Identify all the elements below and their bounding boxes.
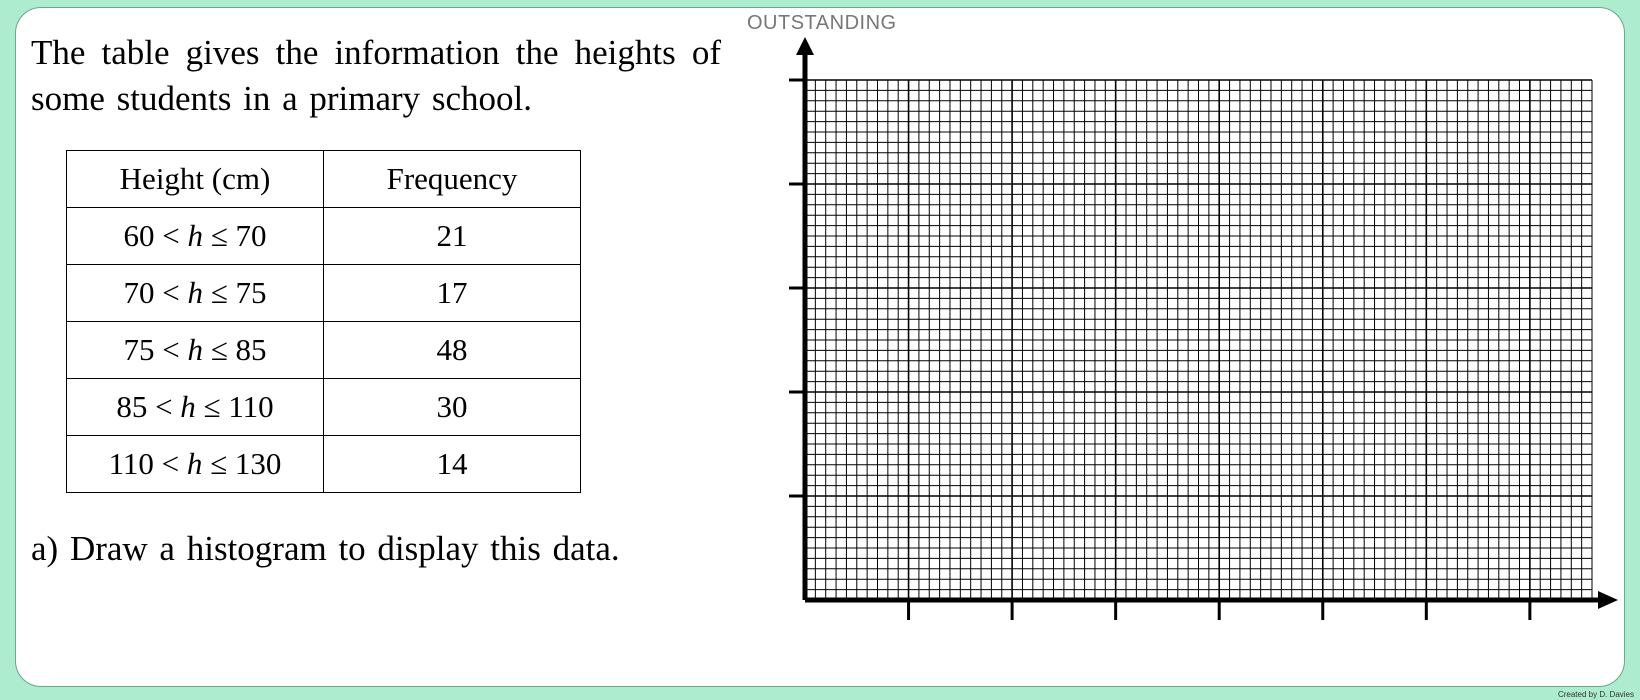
x-axis-arrowhead	[1598, 591, 1618, 609]
height-interval: 60 < h ≤ 70	[67, 208, 324, 265]
difficulty-label: OUTSTANDING	[747, 12, 897, 34]
credit-text: Created by D. Davies	[1557, 690, 1634, 699]
frequency-value: 30	[324, 379, 581, 436]
frequency-value: 17	[324, 265, 581, 322]
header-frequency: Frequency	[324, 151, 581, 208]
axes	[789, 37, 1618, 620]
frequency-value: 48	[324, 322, 581, 379]
task-text: a) Draw a histogram to display this data.	[31, 529, 620, 568]
height-interval: 75 < h ≤ 85	[67, 322, 324, 379]
question-text: The table gives the information the heights of some students in a primary school.	[31, 33, 721, 118]
frequency-value: 14	[324, 436, 581, 493]
y-axis-arrowhead	[796, 37, 814, 55]
height-interval: 110 < h ≤ 130	[67, 436, 324, 493]
frequency-value: 21	[324, 208, 581, 265]
grid-lines	[805, 80, 1592, 600]
header-height: Height (cm)	[67, 151, 324, 208]
height-interval: 85 < h ≤ 110	[67, 379, 324, 436]
height-interval: 70 < h ≤ 75	[67, 265, 324, 322]
